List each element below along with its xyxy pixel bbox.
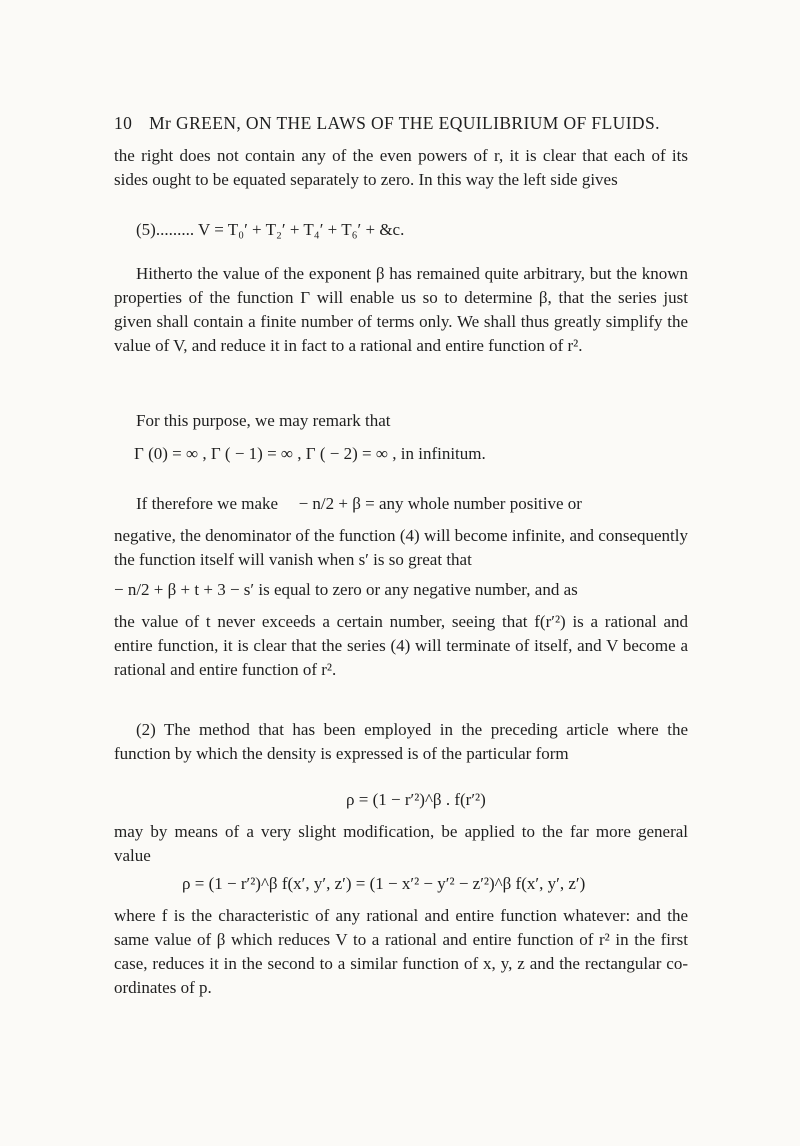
running-header xyxy=(114,113,694,134)
paragraph-1: the right does not contain any of the even powers of r, it is clear that each of its sides ought to be equated separately to zero. In this way the left side gives xyxy=(114,146,688,189)
paragraph-4-conclusion: the value of t never exceeds a certain number, seeing that f(r′²) is a rational and entire function, it is clear that the series (4) will terminate of itself, and V become a rational and entire function of r². xyxy=(114,612,688,679)
paragraph-2: Hitherto the value of the exponent β has remained quite arbitrary, but the known properties of the function Γ will enable us so to determine β, that the series just given shall contain a finite number of terms only. We shall thus greatly simplify the value of V, and reduce it in fact to a rational and entire function of r². xyxy=(114,264,688,355)
paragraph-3: For this purpose, we may remark that xyxy=(136,411,391,430)
running-title: Mr GREEN, ON THE LAWS OF THE EQUILIBRIUM OF FLUIDS. xyxy=(149,113,660,133)
paragraph-7: where f is the characteristic of any rational and entire function whatever: and the same value of β which reduces V to a rational and entire function of r² in the first case, reduces it in the second to a similar function of x, y, z and the rectangular co-ordinates of p. xyxy=(114,906,688,997)
page-number: 10 xyxy=(114,113,133,133)
paragraph-4-text-a: If therefore we make xyxy=(136,494,279,513)
paragraph-5: (2) The method that has been employed in the preceding article where the function by which the density is expressed is of the particular form xyxy=(114,720,688,763)
paragraph-4-equation: − n/2 + β = any whole number positive or xyxy=(298,494,582,513)
paragraph-4-body: negative, the denominator of the function (4) will become infinite, and consequently the function itself will vanish when s′ is so great that xyxy=(114,526,688,569)
rho-equation-1: ρ = (1 − r′²)^β . f(r′²) xyxy=(346,790,486,809)
rho-equation-2: ρ = (1 − r′²)^β f(x′, y′, z′) = (1 − x′² − y′² − z′²)^β f(x′, y′, z′) xyxy=(182,874,586,893)
equation-5: (5)......... V = T₀′ + T₂′ + T₄′ + T₆′ + &c. xyxy=(136,220,405,239)
gamma-equation: Γ (0) = ∞ , Γ ( − 1) = ∞ , Γ ( − 2) = ∞ , in infinitum. xyxy=(134,444,486,463)
paragraph-4-condition: − n/2 + β + t + 3 − s′ is equal to zero or any negative number, and as xyxy=(114,580,578,599)
paragraph-4-line-1 xyxy=(114,492,688,516)
paragraph-6: may by means of a very slight modification, be applied to the far more general value xyxy=(114,822,688,865)
